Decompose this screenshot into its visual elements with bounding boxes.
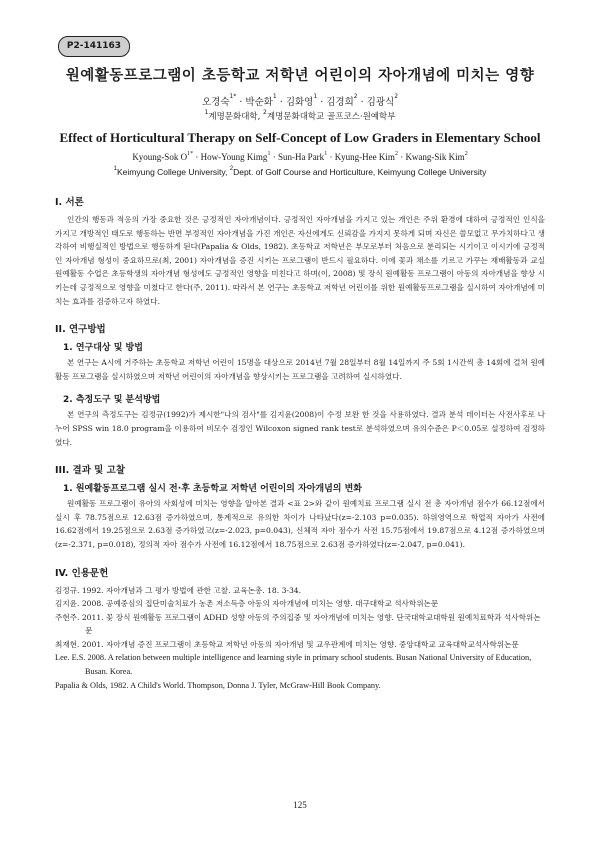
body-paragraph: 본 연구의 측정도구는 김정규(1992)가 제시한"나의 검사"를 김지윤(2008)이 수정 보완 한 것을 사용하였다. 결과 분석 데이터는 사전사후로 나누어 SPSS win 18.0 program을 이용하여 비모수 검정인 Wilcoxon signed rank test로 분석하였으며 유의수준은 P＜0.05로 설정하여 검정하였다. — [55, 410, 545, 447]
author: 김광식$^2$ — [366, 93, 399, 108]
subsection-heading: 1. 연구대상 및 방법 — [63, 343, 143, 354]
section-references — [55, 565, 545, 693]
section-introduction — [55, 194, 545, 308]
author: Sun-Ha Park$^1$ — [277, 151, 328, 162]
reference-item: 주현주. 2011. 꽃 장식 원예활동 프로그램이 ADHD 성향 아동의 주의집중 및 자아개념에 미치는 영향. 단국대학교대학원 원예치료학과 석사학위논문 — [55, 612, 541, 636]
english-authors: Kyoung-Sok $O^{1*}$ · How-Young Kimg$^1$ · Sun-Ha Park$^1$ · Kyung-Hee Kim$^2$ · Kwang-Sik Kim$^2$ — [132, 151, 468, 162]
section-heading: IV. 인용문헌 — [55, 567, 109, 579]
author: Kyung-Hee Kim$^2$ — [334, 151, 398, 162]
paper-body — [55, 194, 545, 692]
reference-item: 김지윤. 2008. 공예중심의 집단미술치료가 농촌 저소득층 아동의 자아개념에 미치는 영향. 대구대학교 석사학위논문 — [55, 599, 439, 609]
poster-id-badge: P2-141163 — [58, 36, 130, 57]
page-number: 125 — [293, 800, 307, 810]
author: How-Young Kimg$^1$ — [200, 151, 271, 162]
section-heading: III. 결과 및 고찰 — [55, 465, 126, 477]
author: 오경숙$^{1*}$ — [201, 93, 237, 108]
author: 김화영$^1$ — [285, 93, 318, 108]
english-affiliations: $^1$Keimyung College University, $^2$Dept. of Golf Course and Horticulture, Keimyung College University — [113, 166, 487, 177]
section-methods — [55, 321, 545, 449]
author: Kyoung-Sok $O^{1*}$ — [132, 151, 194, 162]
korean-affiliations: $^1$계명문화대학, $^2$계명문화대학교 골프코스·원예학부 — [204, 109, 396, 122]
korean-authors: 오경숙$^{1*}$ · 박순화$^1$ · 김화영$^1$ · 김경희$^2$ · 김광식$^2$ — [201, 93, 399, 108]
author: 김경희$^2$ — [326, 93, 358, 108]
english-title: Effect of Horticultural Therapy on Self-Concept of Low Graders in Elementary School — [59, 130, 541, 145]
reference-item: 김정규. 1992. 자아개념과 그 평가 방법에 관한 고찰. 교육논총. 18. 3-34. — [55, 585, 302, 595]
author: 박순화$^1$ — [245, 93, 277, 108]
section-heading: II. 연구방법 — [55, 324, 106, 336]
korean-title: 원예활동프로그램이 초등학교 저학년 어린이의 자아개념에 미치는 영향 — [65, 68, 535, 84]
author: Kwang-Sik Kim$^2$ — [405, 151, 468, 162]
body-paragraph: 본 연구는 A시에 거주하는 초등학교 저학년 어린이 15명을 대상으로 2014년 7월 28일부터 8월 14일까지 주 5회 1시간씩 총 14회에 걸쳐 원예활동 프로그램을 실시하였으며 저학년 어린이의 자아개념을 향상시키는 프로그램을 고려하여 실시하였다. — [55, 358, 545, 381]
subsection-heading: 2. 측정도구 및 분석방법 — [63, 395, 161, 406]
body-paragraph: 인간의 행동과 적응의 가장 중요한 것은 긍정적인 자아개념이다. 긍정적인 자아개념을 가지고 있는 개인은 주위 환경에 대하여 긍정적인 인식을 가지고 개방적인 태도로 행동하는 반면 부정적인 자아개념을 가진 개인은 자신에게도 신뢰감을 가지지 못하게 되며 자신은 쓸모없고 무가치하다고 생각하여 비행실적인 방법으로 행동하게 된다(Papalia & Olds, 1982). 초등학교 저학년은 부모로부터 처음으로 분리되는 시기이고 이시기에 긍정적인 자아개념 형성이 중요하므로(최, 2001) 자아개념을 증진 시키는 프로그램이 반드시 필요하다. 이에 꽃과 채소를 기르고 가꾸는 재배활동과 교실 원예활동 수업은 초등학생의 자아개념 형성에도 긍정적인 영향을 미친다고 하며(이, 2008) 및 장식 원예활동 프로그램이 아동의 자아개념을 향상 시키는데 긍정적으로 영향을 미쳤다고 한다(주, 2011). 따라서 본 연구는 초등학교 저학년 어린이를 위한 원예활동프로그램을 실시하여 자아개념에 미치는 효과를 검증하고자 하였다. — [55, 215, 545, 306]
subsection-heading: 1. 원예활동프로그램 실시 전·후 초등학교 저학년 어린이의 자아개념의 변화 — [63, 484, 362, 495]
reference-item: Lee. E.S. 2008. A relation between multiple intelligence and learning style in primary school students. Busan National University of Education, Busan. Korea. — [55, 653, 532, 677]
section-results — [55, 462, 545, 551]
section-heading: I. 서론 — [55, 197, 84, 208]
reference-item: 최재현. 2001. 자아개념 증진 프로그램이 초등학교 저학년 아동의 자아개념 및 교우관계에 미치는 영향. 중앙대학교 교육대학교석사학위논문 — [55, 639, 519, 649]
reference-list — [55, 584, 545, 693]
reference-item: Papalia & Olds, 1982. A Child's World. Thompson, Donna J. Tyler, McGraw-Hill Book Company. — [55, 680, 381, 690]
body-paragraph: 원예활동 프로그램이 유아의 사회성에 미치는 영향을 알아본 결과 <표 2>와 같이 원예치료 프로그램 실시 전 총 자아개념 점수가 66.12점에서 실시 후 78.75점으로 12.63점 증가하였으며, 통계적으로 유의한 차이가 나타났다(z=-2.103 p=0.035). 하위영역으로 학업적 자아가 사전에 16.62점에서 19.25점으로 2.63점 증가하였고(z=-2.023, p=0.043), 신체적 자아 점수가 사전 15.75점에서 19.87점으로 4.12점 증가하였으며(z=-2.371, p=0.018), 정의적 자아 점수가 사전에 16.12점에서 18.75점으로 2.63점 증가하였다(z=-2.047, p=0.041). — [55, 499, 545, 549]
